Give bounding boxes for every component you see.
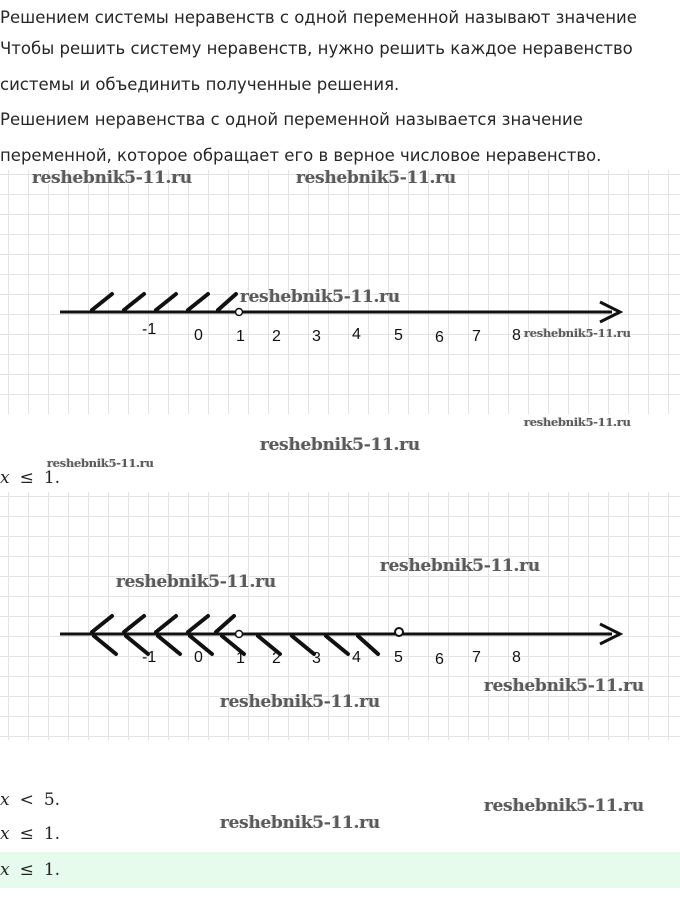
paragraph-line-3: системы и объединить полученные решения. bbox=[0, 75, 400, 94]
watermark: reshebnik5-11.ru bbox=[47, 456, 154, 470]
tick-label-1: 1 bbox=[236, 650, 245, 667]
hatch-x-le-1 bbox=[92, 294, 236, 310]
watermark: reshebnik5-11.ru bbox=[260, 435, 420, 455]
tick-label-1: 1 bbox=[236, 328, 245, 345]
point-1-marker bbox=[236, 631, 243, 638]
watermark: reshebnik5-11.ru bbox=[116, 572, 276, 592]
watermark: reshebnik5-11.ru bbox=[240, 287, 400, 307]
watermark: reshebnik5-11.ru bbox=[220, 692, 380, 712]
answer-highlight bbox=[0, 852, 680, 888]
tick-label-2: 2 bbox=[272, 650, 281, 667]
watermark: reshebnik5-11.ru bbox=[380, 556, 540, 576]
watermark: reshebnik5-11.ru bbox=[524, 326, 631, 340]
paragraph-line-1: Решением системы неравенств с одной переменной называют значение bbox=[0, 8, 637, 27]
tick-label-3: 3 bbox=[312, 328, 321, 345]
tick-label-8: 8 bbox=[512, 649, 521, 666]
tick-label-0: 0 bbox=[194, 649, 203, 666]
answer-inequality: x ≤ 1. bbox=[0, 860, 61, 880]
tick-label-5: 5 bbox=[394, 649, 403, 666]
tick-label-6: 6 bbox=[435, 651, 444, 668]
result-inequality-1: x ≤ 1. bbox=[0, 468, 61, 488]
result-inequality-3: x ≤ 1. bbox=[0, 824, 61, 844]
paragraph-line-5: переменной, которое обращает его в верное числовое неравенство. bbox=[0, 146, 602, 165]
tick-label-7: 7 bbox=[472, 649, 481, 666]
tick-label-6: 6 bbox=[435, 329, 444, 346]
watermark: reshebnik5-11.ru bbox=[484, 796, 644, 816]
tick-label-4: 4 bbox=[352, 649, 361, 666]
tick-label-4: 4 bbox=[352, 326, 361, 343]
tick-label-minus-1: -1 bbox=[142, 649, 157, 666]
tick-label-0: 0 bbox=[194, 327, 203, 344]
tick-label-5: 5 bbox=[394, 327, 403, 344]
watermark: reshebnik5-11.ru bbox=[524, 415, 631, 429]
paragraph-line-4: Решением неравенства с одной переменной называется значение bbox=[0, 110, 583, 129]
point-1-marker bbox=[236, 309, 243, 316]
tick-label-minus-1: -1 bbox=[142, 321, 157, 338]
tick-label-8: 8 bbox=[512, 327, 521, 344]
watermark: reshebnik5-11.ru bbox=[484, 676, 644, 696]
hatch-x-le-1-upper bbox=[92, 616, 234, 632]
result-inequality-2: x < 5. bbox=[0, 790, 61, 810]
paragraph-line-2: Чтобы решить систему неравенств, нужно решить каждое неравенство bbox=[0, 39, 633, 58]
tick-label-2: 2 bbox=[272, 328, 281, 345]
point-5-open-marker bbox=[395, 628, 403, 636]
tick-label-7: 7 bbox=[472, 328, 481, 345]
watermark: reshebnik5-11.ru bbox=[32, 168, 192, 188]
watermark: reshebnik5-11.ru bbox=[220, 813, 380, 833]
tick-label-3: 3 bbox=[312, 650, 321, 667]
watermark: reshebnik5-11.ru bbox=[296, 168, 456, 188]
